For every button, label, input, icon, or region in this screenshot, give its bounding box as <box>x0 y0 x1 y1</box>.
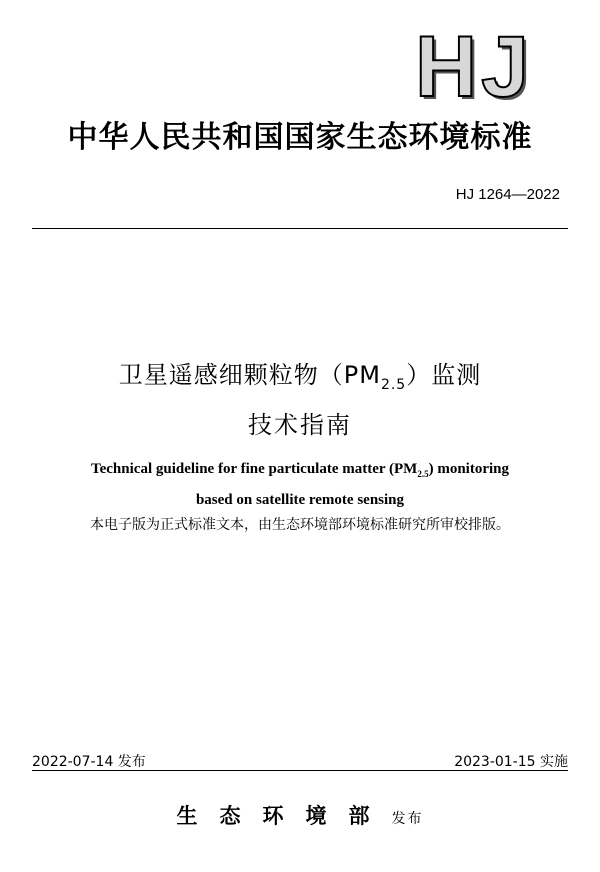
top-divider <box>32 228 568 229</box>
chinese-title-line-1-pre: 卫星遥感细颗粒物（PM <box>118 361 381 389</box>
chinese-title-line-1-post: ）监测 <box>406 361 482 389</box>
chinese-title-line-1 <box>0 355 600 393</box>
issue-date: 2022-07-14 发布 <box>32 754 146 770</box>
electronic-version-notice: 本电子版为正式标准文本，由生态环境部环境标准研究所审校排版。 <box>90 517 510 533</box>
implementation-date: 2023-01-15 实施 <box>454 754 568 770</box>
english-title-line-2: based on satellite remote sensing <box>195 492 405 508</box>
standard-number: HJ 1264—2022 <box>455 186 560 203</box>
english-title-subscript: 2.5 <box>417 469 429 479</box>
issuing-authority <box>0 800 600 830</box>
english-title <box>0 456 600 513</box>
hj-logo: HJ <box>415 19 533 115</box>
issuer-name: 生态环境部 <box>176 803 392 828</box>
issuer-suffix: 发布 <box>391 811 424 827</box>
english-title-line-1-pre: Technical guideline for fine particulate matter (PM <box>90 461 418 477</box>
chinese-title-subscript: 2.5 <box>380 376 407 393</box>
english-title-line-1-post: ) monitoring <box>428 461 509 477</box>
chinese-title-line-2: 技术指南 <box>248 411 352 439</box>
english-title-line-1 <box>0 456 600 487</box>
standard-category-title: 中华人民共和国国家生态环境标准 <box>67 120 533 155</box>
bottom-divider <box>32 770 568 771</box>
